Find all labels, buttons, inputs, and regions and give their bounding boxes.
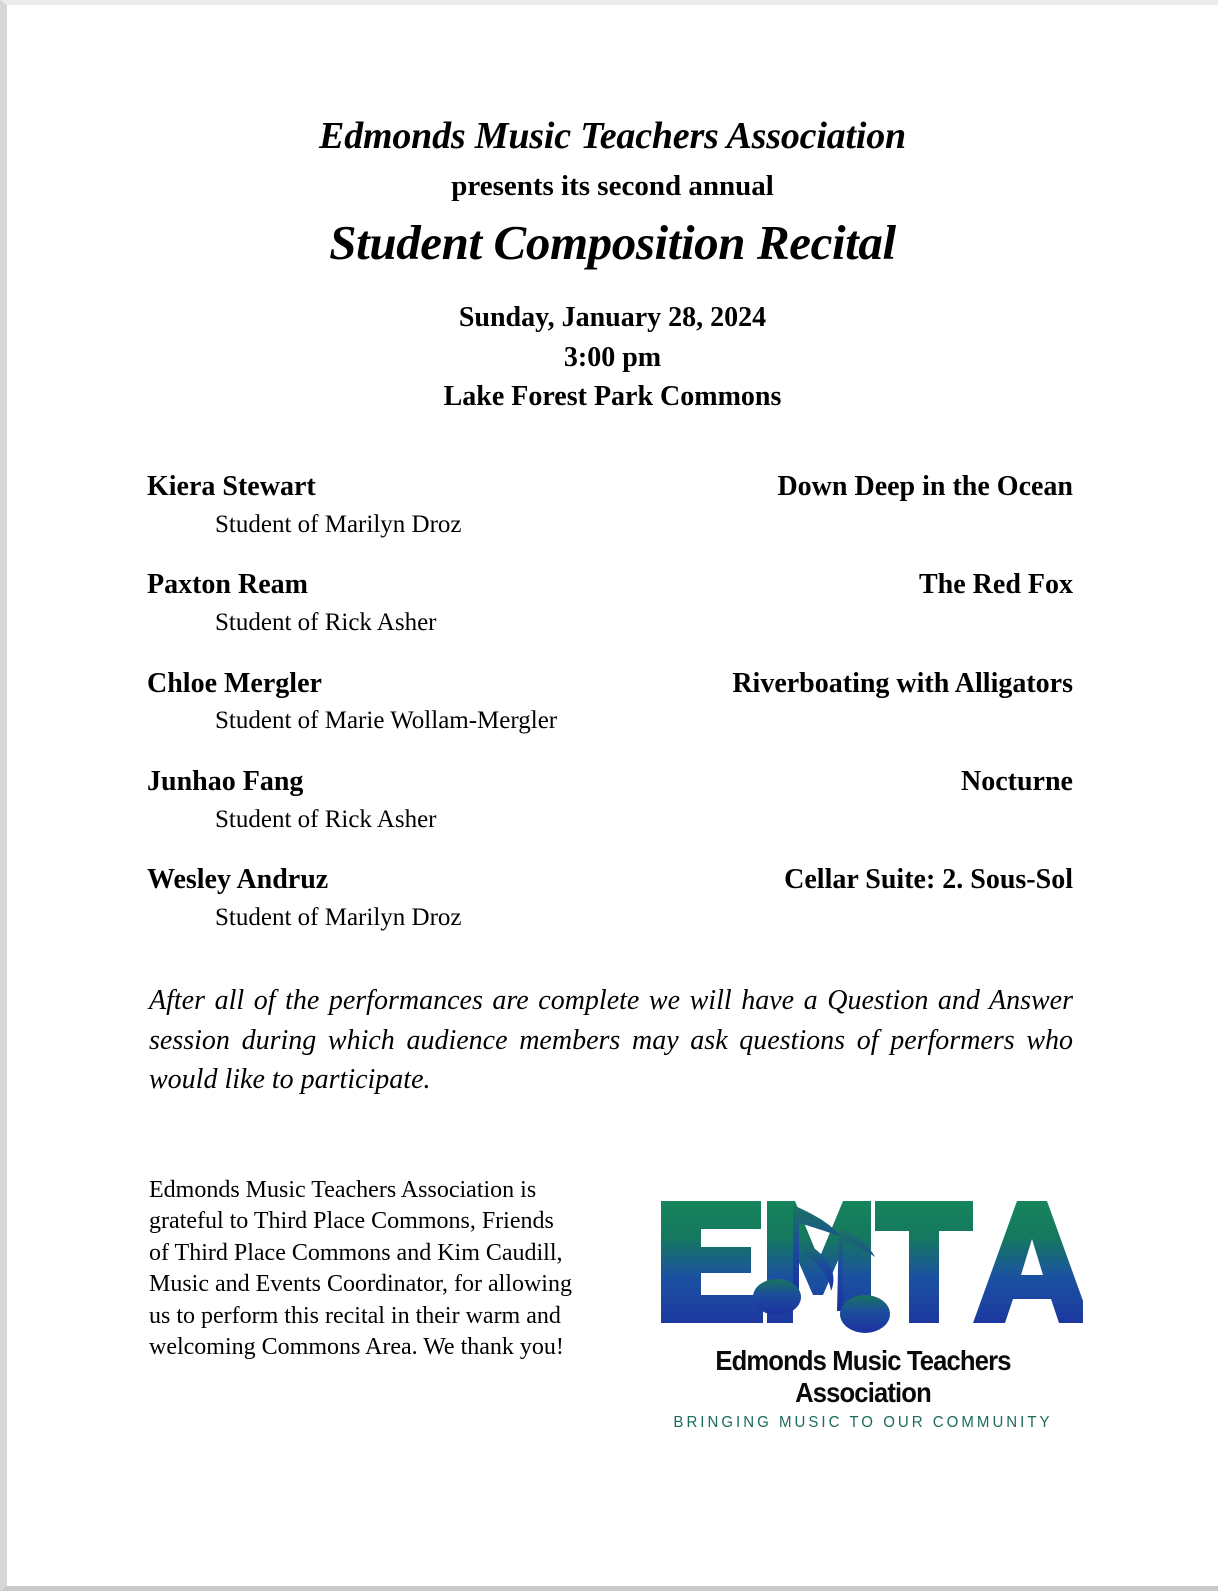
student-name: Junhao Fang bbox=[147, 765, 304, 797]
student-name: Paxton Ream bbox=[147, 569, 308, 601]
emta-logo bbox=[643, 1175, 1083, 1432]
emta-logo-tagline: BRINGING MUSIC TO OUR COMMUNITY bbox=[673, 1414, 1053, 1432]
program-row bbox=[147, 865, 1073, 931]
program-row-main bbox=[147, 472, 1073, 503]
teacher-credit: Student of Marie Wollam-Mergler bbox=[215, 707, 558, 735]
page-content bbox=[7, 5, 1218, 1586]
piece-title: Cellar Suite: 2. Sous-Sol bbox=[784, 864, 1073, 896]
teacher-credit: Student of Marilyn Droz bbox=[215, 903, 462, 931]
event-time: 3:00 pm bbox=[563, 341, 662, 373]
piece-title: Riverboating with Alligators bbox=[732, 667, 1073, 699]
flyer-header bbox=[7, 5, 1218, 416]
qa-session-note: After all of the performances are complete we will have a Question and Answer session during which audience members may ask questions of performers who would like to participate. bbox=[149, 985, 1073, 1095]
acknowledgement-text: Edmonds Music Teachers Association is grateful to Third Place Commons, Friends of Third Place Commons and Kim Caudill, Music and Events Coordinator, for allowing us to perform this recital in their warm and welcoming Commons Area. We thank you! bbox=[149, 1177, 572, 1361]
teacher-credit: Student of Marilyn Droz bbox=[215, 510, 462, 538]
program-row-main bbox=[147, 570, 1073, 601]
piece-title: Down Deep in the Ocean bbox=[777, 471, 1073, 502]
student-name: Chloe Mergler bbox=[147, 667, 322, 699]
organization-name: Edmonds Music Teachers Association bbox=[319, 115, 906, 157]
emta-logo-icon bbox=[643, 1183, 1083, 1343]
student-name: Kiera Stewart bbox=[147, 471, 316, 502]
event-date: Sunday, January 28, 2024 bbox=[458, 302, 767, 334]
program-row-main bbox=[147, 669, 1073, 700]
page-title: Student Composition Recital bbox=[329, 215, 896, 270]
program-row-main bbox=[147, 767, 1073, 798]
teacher-credit: Student of Rick Asher bbox=[215, 609, 437, 637]
program-row bbox=[147, 570, 1073, 636]
flyer-footer bbox=[7, 1175, 1218, 1432]
program-row bbox=[147, 669, 1073, 735]
program-row bbox=[147, 767, 1073, 833]
event-venue: Lake Forest Park Commons bbox=[443, 380, 782, 412]
piece-title: Nocturne bbox=[961, 765, 1073, 797]
program-row bbox=[147, 472, 1073, 538]
emta-logo-name: Edmonds Music Teachers Association bbox=[715, 1345, 1011, 1409]
event-details bbox=[7, 298, 1218, 416]
student-name: Wesley Andruz bbox=[147, 864, 329, 896]
piece-title: The Red Fox bbox=[919, 569, 1073, 601]
program-row-main bbox=[147, 865, 1073, 896]
program-list bbox=[7, 472, 1218, 931]
presents-subtitle: presents its second annual bbox=[451, 170, 774, 202]
teacher-credit: Student of Rick Asher bbox=[215, 805, 437, 833]
